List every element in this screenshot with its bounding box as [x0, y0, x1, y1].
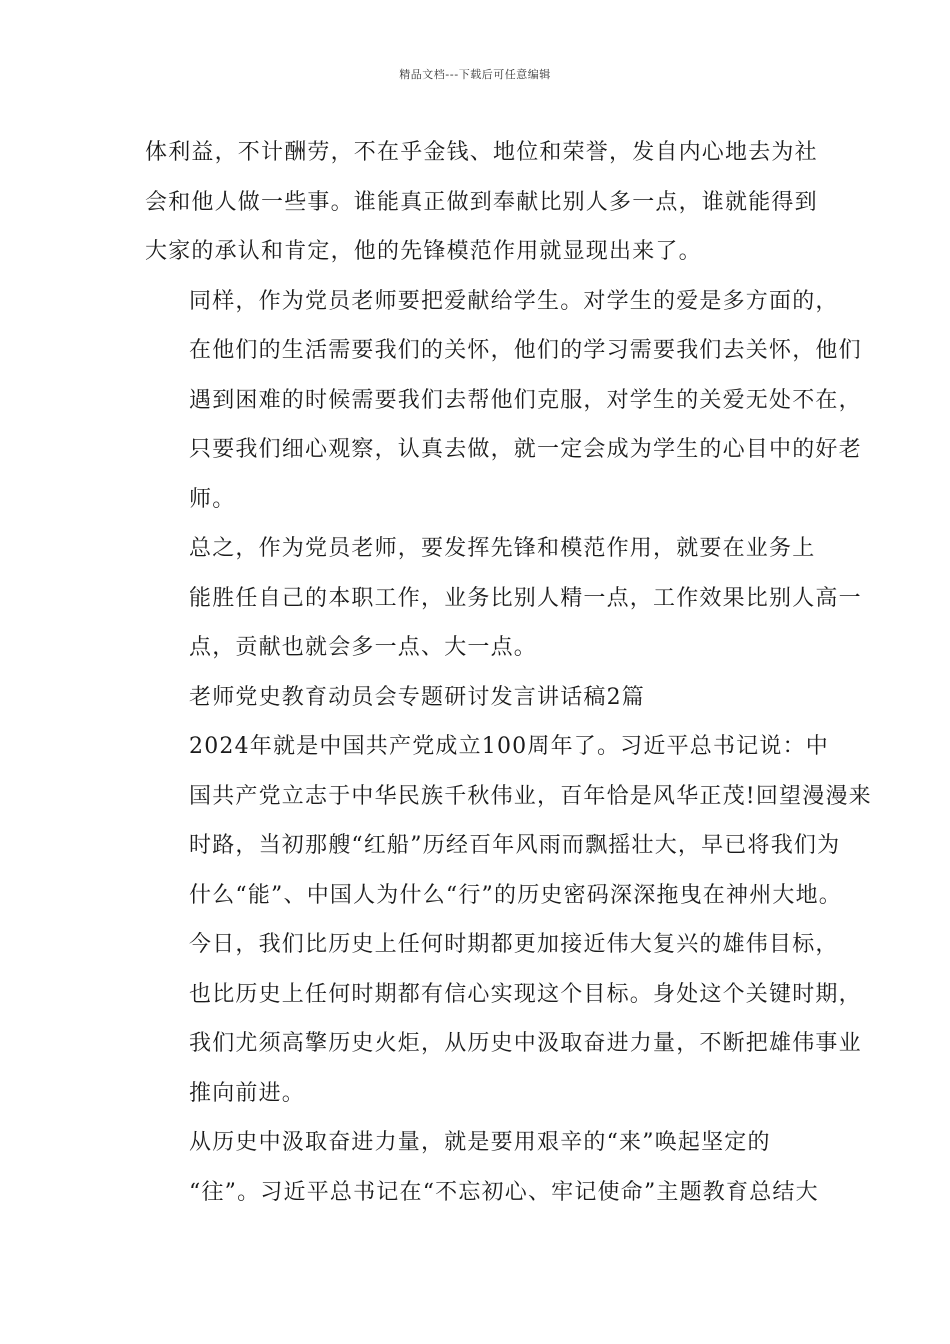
text-line: 今日，我们比历史上任何时期都更加接近伟大复兴的雄伟目标，	[189, 932, 839, 957]
paragraph	[145, 722, 872, 920]
text-line: 同样，作为党员老师要把爱献给学生。对学生的爱是多方面的，	[189, 288, 839, 314]
text-line: 在他们的生活需要我们的关怀，他们的学习需要我们去关怀，他们	[189, 338, 862, 363]
paragraph	[145, 128, 818, 277]
text-line: 会和他人做一些事。谁能真正做到奉献比别人多一点，谁就能得到	[145, 189, 818, 215]
text-line: 什么“能”、中国人为什么“行”的历史密码深深拖曳在神州大地。	[189, 882, 842, 908]
text-line: 老师党史教育动员会专题研讨发言讲话稿2篇	[189, 684, 645, 710]
document-body	[145, 128, 872, 1217]
text-line: 我们尤须高擎历史火炬，从历史中汲取奋进力量，不断把雄伟事业	[189, 1031, 862, 1056]
text-line: 大家的承认和肯定，他的先锋模范作用就显现出来了。	[145, 239, 702, 264]
page-header: 精品文档---下载后可任意编辑	[399, 68, 551, 81]
text-line: 总之，作为党员老师，要发挥先锋和模范作用，就要在业务上	[189, 536, 816, 561]
text-line: 点，贡献也就会多一点、大一点。	[189, 635, 538, 660]
paragraph	[145, 673, 810, 723]
text-line: 从历史中汲取奋进力量，就是要用艰辛的“来”唤起坚定的	[189, 1130, 771, 1155]
text-line: 只要我们细心观察，认真去做，就一定会成为学生的心目中的好老	[189, 437, 862, 462]
paragraph	[145, 1118, 819, 1217]
text-line: 国共产党立志于中华民族千秋伟业，百年恰是风华正茂!回望漫漫来	[189, 783, 872, 809]
text-line: 体利益，不计酬劳，不在乎金钱、地位和荣誉，发自内心地去为社	[145, 140, 818, 165]
text-line: 遇到困难的时候需要我们去帮他们克服，对学生的关爱无处不在，	[189, 387, 862, 413]
text-line: 时路，当初那艘“红船”历经百年风雨而飘摇壮大，早已将我们为	[189, 833, 841, 858]
paragraph	[145, 277, 862, 525]
text-line: “往”。习近平总书记在“不忘初心、牢记使命”主题教育总结大	[189, 1179, 819, 1205]
paragraph	[145, 524, 862, 673]
text-line: 也比历史上任何时期都有信心实现这个目标。身处这个关键时期，	[189, 981, 862, 1007]
text-line: 推向前进。	[189, 1080, 306, 1106]
text-line: 能胜任自己的本职工作，业务比别人精一点，工作效果比别人高一	[189, 585, 862, 611]
text-line: 2024年就是中国共产党成立100周年了。习近平总书记说：中	[189, 734, 829, 759]
paragraph	[145, 920, 862, 1118]
text-line: 师。	[189, 486, 236, 512]
